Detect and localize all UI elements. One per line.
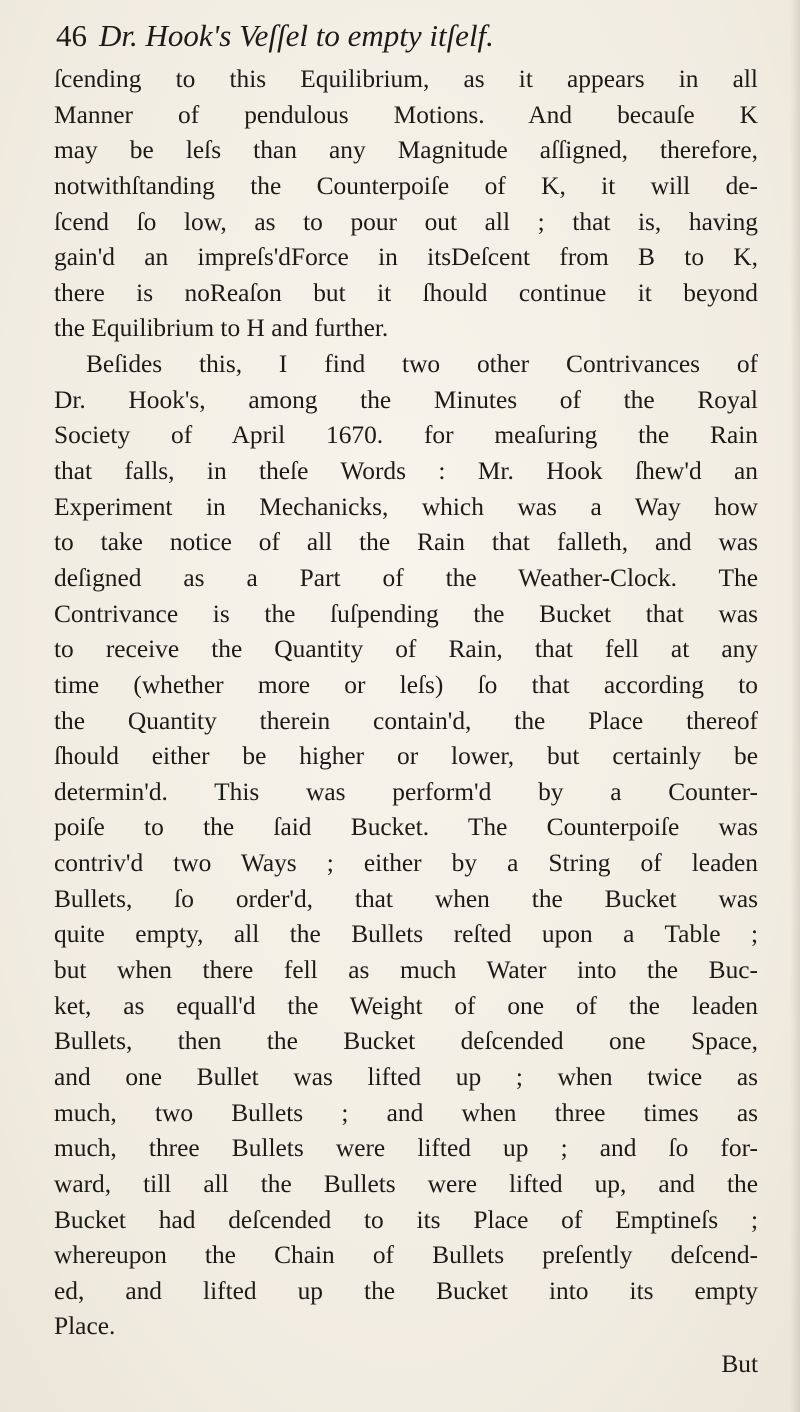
text-line: the Equilibrium to H and further.	[54, 314, 389, 343]
text-line: may be leſs than any Magnitude aſſigned, therefore,	[54, 136, 758, 165]
page-number: 46	[56, 18, 87, 53]
text-line: much, two Bullets ; and when three times as	[54, 1098, 758, 1127]
body-text	[54, 62, 758, 1345]
catchword: But	[721, 1350, 758, 1378]
text-line: Beſides this, I find two other Contrivances of	[86, 350, 758, 379]
text-line: Bucket had deſcended to its Place of Emptineſs ;	[54, 1205, 758, 1234]
text-line: and one Bullet was lifted up ; when twice as	[54, 1062, 758, 1091]
text-line: Bullets, ſo order'd, that when the Bucket was	[54, 884, 758, 913]
text-line: poiſe to the ſaid Bucket. The Counterpoiſe was	[54, 813, 758, 842]
text-line: time (whether more or leſs) ſo that according to	[54, 670, 758, 699]
page-edge-shadow	[790, 0, 800, 1412]
running-title: Dr. Hook's Veſſel to empty itſelf.	[99, 18, 494, 53]
text-line: that falls, in theſe Words : Mr. Hook ſhew'd an	[54, 457, 758, 486]
text-line: Experiment in Mechanicks, which was a Way how	[54, 492, 758, 521]
text-line: ket, as equall'd the Weight of one of the leaden	[54, 991, 758, 1020]
text-line: deſigned as a Part of the Weather-Clock. The	[54, 563, 758, 592]
text-line: Society of April 1670. for meaſuring the Rain	[54, 421, 758, 450]
text-line: determin'd. This was perform'd by a Counter-	[54, 777, 758, 806]
text-line: quite empty, all the Bullets reſted upon a Table ;	[54, 920, 758, 949]
text-line: the Quantity therein contain'd, the Place thereof	[54, 706, 758, 735]
text-line: whereupon the Chain of Bullets preſently deſcend-	[54, 1241, 758, 1270]
text-line: ſhould either be higher or lower, but certainly be	[54, 742, 758, 771]
text-line: ſcend ſo low, as to pour out all ; that is, having	[54, 207, 758, 236]
text-line: gain'd an impreſs'dForce in itsDeſcent from B to K,	[54, 243, 758, 272]
page-header	[56, 14, 756, 58]
text-line: but when there fell as much Water into the Buc-	[54, 956, 758, 985]
text-line: to take notice of all the Rain that falleth, and was	[54, 528, 758, 557]
text-line: ſcending to this Equilibrium, as it appears in all	[54, 65, 758, 93]
text-line: Bullets, then the Bucket deſcended one Space,	[54, 1027, 758, 1056]
text-line: Dr. Hook's, among the Minutes of the Royal	[54, 385, 758, 414]
text-line: contriv'd two Ways ; either by a String of leaden	[54, 849, 758, 878]
text-line: ward, till all the Bullets were lifted up, and the	[54, 1169, 758, 1198]
text-line: notwithſtanding the Counterpoiſe of K, it will de-	[54, 171, 758, 200]
text-line: ed, and lifted up the Bucket into its empty	[54, 1276, 758, 1305]
text-line: Manner of pendulous Motions. And becauſe K	[54, 100, 758, 129]
text-line: there is noReaſon but it ſhould continue it beyond	[54, 278, 758, 307]
text-line: Contrivance is the ſuſpending the Bucket that was	[54, 599, 758, 628]
text-line: to receive the Quantity of Rain, that fell at any	[54, 635, 758, 664]
text-line: much, three Bullets were lifted up ; and ſo for-	[54, 1134, 758, 1163]
text-line: Place.	[54, 1312, 116, 1341]
